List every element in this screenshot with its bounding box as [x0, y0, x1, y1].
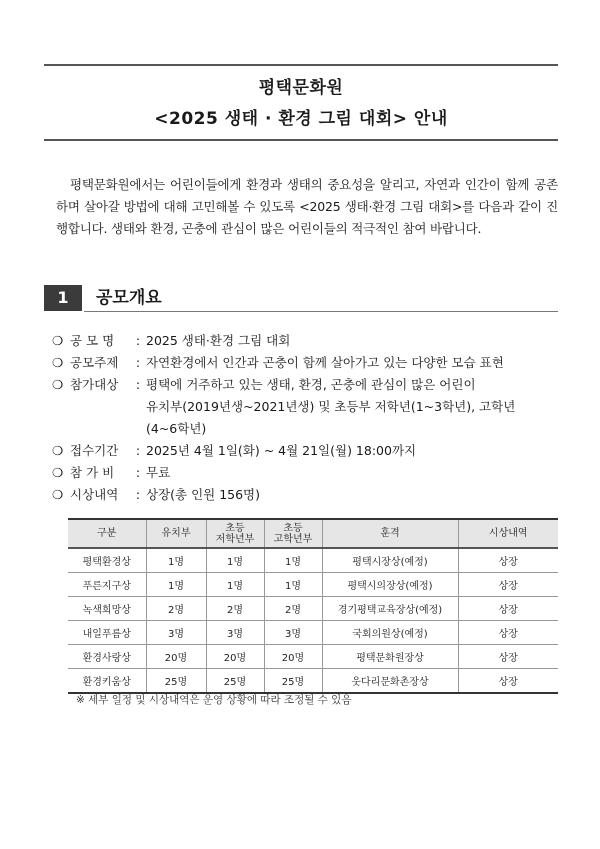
table-cell: 25명: [206, 669, 264, 694]
table-cell: 환경사랑상: [68, 645, 146, 669]
section-title: 공모개요: [96, 288, 162, 308]
table-cell: 푸른지구상: [68, 573, 146, 597]
circle-bullet-icon: ❍: [52, 443, 64, 458]
title-bottom-rule: [44, 139, 558, 141]
table-cell: 20명: [206, 645, 264, 669]
circle-bullet-icon: ❍: [52, 465, 64, 480]
table-header-cell: 훈격: [322, 519, 458, 548]
overview-item-eligibility: ❍ 참가대상 : 평택에 거주하고 있는 생태, 환경, 곤충에 관심이 많은 어린이 유치부(2019년생~2021년생) 및 초등부 저학년(1~3학년), 고학년 (4~6학년): [52, 374, 562, 440]
item-label: 공모주제: [70, 355, 119, 370]
item-value: 2025년 4월 1일(화) ~ 4월 21일(월) 18:00까지: [146, 443, 417, 458]
table-header-cell: 초등 저학년부: [206, 519, 264, 548]
table-row: [68, 548, 558, 573]
table-cell: 1명: [206, 548, 264, 573]
table-cell: 상장: [458, 597, 558, 621]
table-cell: 1명: [264, 573, 322, 597]
table-cell: 20명: [264, 645, 322, 669]
table-cell: 2명: [146, 597, 206, 621]
table-row: [68, 573, 558, 597]
table-cell: 상장: [458, 621, 558, 645]
table-cell: 웃다리문화촌장상: [322, 669, 458, 694]
section-header: [44, 285, 558, 313]
table-cell: 2명: [206, 597, 264, 621]
table-cell: 평택시의장상(예정): [322, 573, 458, 597]
table-row: [68, 597, 558, 621]
circle-bullet-icon: ❍: [52, 487, 64, 502]
title-top-rule: [44, 64, 558, 66]
table-cell: 25명: [264, 669, 322, 694]
item-value: 무료: [146, 465, 171, 480]
item-label: 시상내역: [70, 487, 119, 502]
item-label: 참 가 비: [70, 465, 115, 480]
table-cell: 1명: [264, 548, 322, 573]
overview-item-name: ❍ 공 모 명 : 2025 생태·환경 그림 대회: [52, 330, 562, 352]
item-value: 평택에 거주하고 있는 생태, 환경, 곤충에 관심이 많은 어린이 유치부(2019년생~2021년생) 및 초등부 저학년(1~3학년), 고학년 (4~6학년): [146, 377, 516, 436]
table-cell: 2명: [264, 597, 322, 621]
circle-bullet-icon: ❍: [52, 355, 64, 370]
title-block: [44, 76, 558, 132]
item-label: 접수기간: [70, 443, 119, 458]
overview-item-theme: ❍ 공모주제 : 자연환경에서 인간과 곤충이 함께 살아가고 있는 다양한 모습 표현: [52, 352, 562, 374]
awards-table-header: [68, 519, 558, 548]
table-row: [68, 669, 558, 694]
table-cell: 20명: [146, 645, 206, 669]
table-cell: 평택시장상(예정): [322, 548, 458, 573]
table-row: [68, 645, 558, 669]
overview-item-fee: ❍ 참 가 비 : 무료: [52, 462, 562, 484]
intro-paragraph: 평택문화원에서는 어린이들에게 환경과 생태의 중요성을 알리고, 자연과 인간이 함께 공존하며 살아갈 방법에 대해 고민해볼 수 있도록 <2025 생태·환경 그림 대회>를 다음과 같이 진행합니다. 생태와 환경, 곤충에 관심이 많은 어린이들의 적극적인 참여 바랍니다.: [56, 177, 558, 236]
table-header-cell: 초등 고학년부: [264, 519, 322, 548]
overview-list: [52, 330, 562, 506]
table-cell: 25명: [146, 669, 206, 694]
awards-table-body: [68, 548, 558, 693]
circle-bullet-icon: ❍: [52, 377, 64, 392]
table-header-cell: 유치부: [146, 519, 206, 548]
awards-table: [68, 518, 558, 694]
table-cell: 녹색희망상: [68, 597, 146, 621]
item-label: 공 모 명: [70, 333, 115, 348]
item-label: 참가대상: [70, 377, 119, 392]
table-cell: 상장: [458, 548, 558, 573]
table-cell: 상장: [458, 573, 558, 597]
table-cell: 상장: [458, 669, 558, 694]
table-header-cell: 구분: [68, 519, 146, 548]
table-cell: 평택문화원장상: [322, 645, 458, 669]
table-cell: 1명: [146, 573, 206, 597]
table-row: [68, 621, 558, 645]
circle-bullet-icon: ❍: [52, 333, 64, 348]
table-cell: 국회의원상(예정): [322, 621, 458, 645]
overview-item-awards: ❍ 시상내역 : 상장(총 인원 156명): [52, 484, 562, 506]
item-value: 2025 생태·환경 그림 대회: [146, 333, 291, 348]
table-cell: 경기평택교육장상(예정): [322, 597, 458, 621]
overview-item-period: ❍ 접수기간 : 2025년 4월 1일(화) ~ 4월 21일(월) 18:00까지: [52, 440, 562, 462]
table-cell: 3명: [206, 621, 264, 645]
item-value: 상장(총 인원 156명): [146, 487, 261, 502]
table-header-cell: 시상내역: [458, 519, 558, 548]
item-value: 자연환경에서 인간과 곤충이 함께 살아가고 있는 다양한 모습 표현: [146, 355, 504, 370]
table-cell: 1명: [206, 573, 264, 597]
page-title: <2025 생태 · 환경 그림 대회> 안내: [154, 109, 448, 129]
table-cell: 3명: [146, 621, 206, 645]
table-cell: 내일푸름상: [68, 621, 146, 645]
table-cell: 상장: [458, 645, 558, 669]
table-cell: 3명: [264, 621, 322, 645]
table-cell: 평택환경상: [68, 548, 146, 573]
section-number-badge: 1: [44, 285, 82, 311]
footnote: ※ 세부 일정 및 시상내역은 운영 상황에 따라 조정될 수 있음: [76, 694, 352, 706]
org-title: 평택문화원: [258, 78, 344, 98]
table-cell: 1명: [146, 548, 206, 573]
table-cell: 환경키움상: [68, 669, 146, 694]
section-underline: [84, 311, 558, 312]
